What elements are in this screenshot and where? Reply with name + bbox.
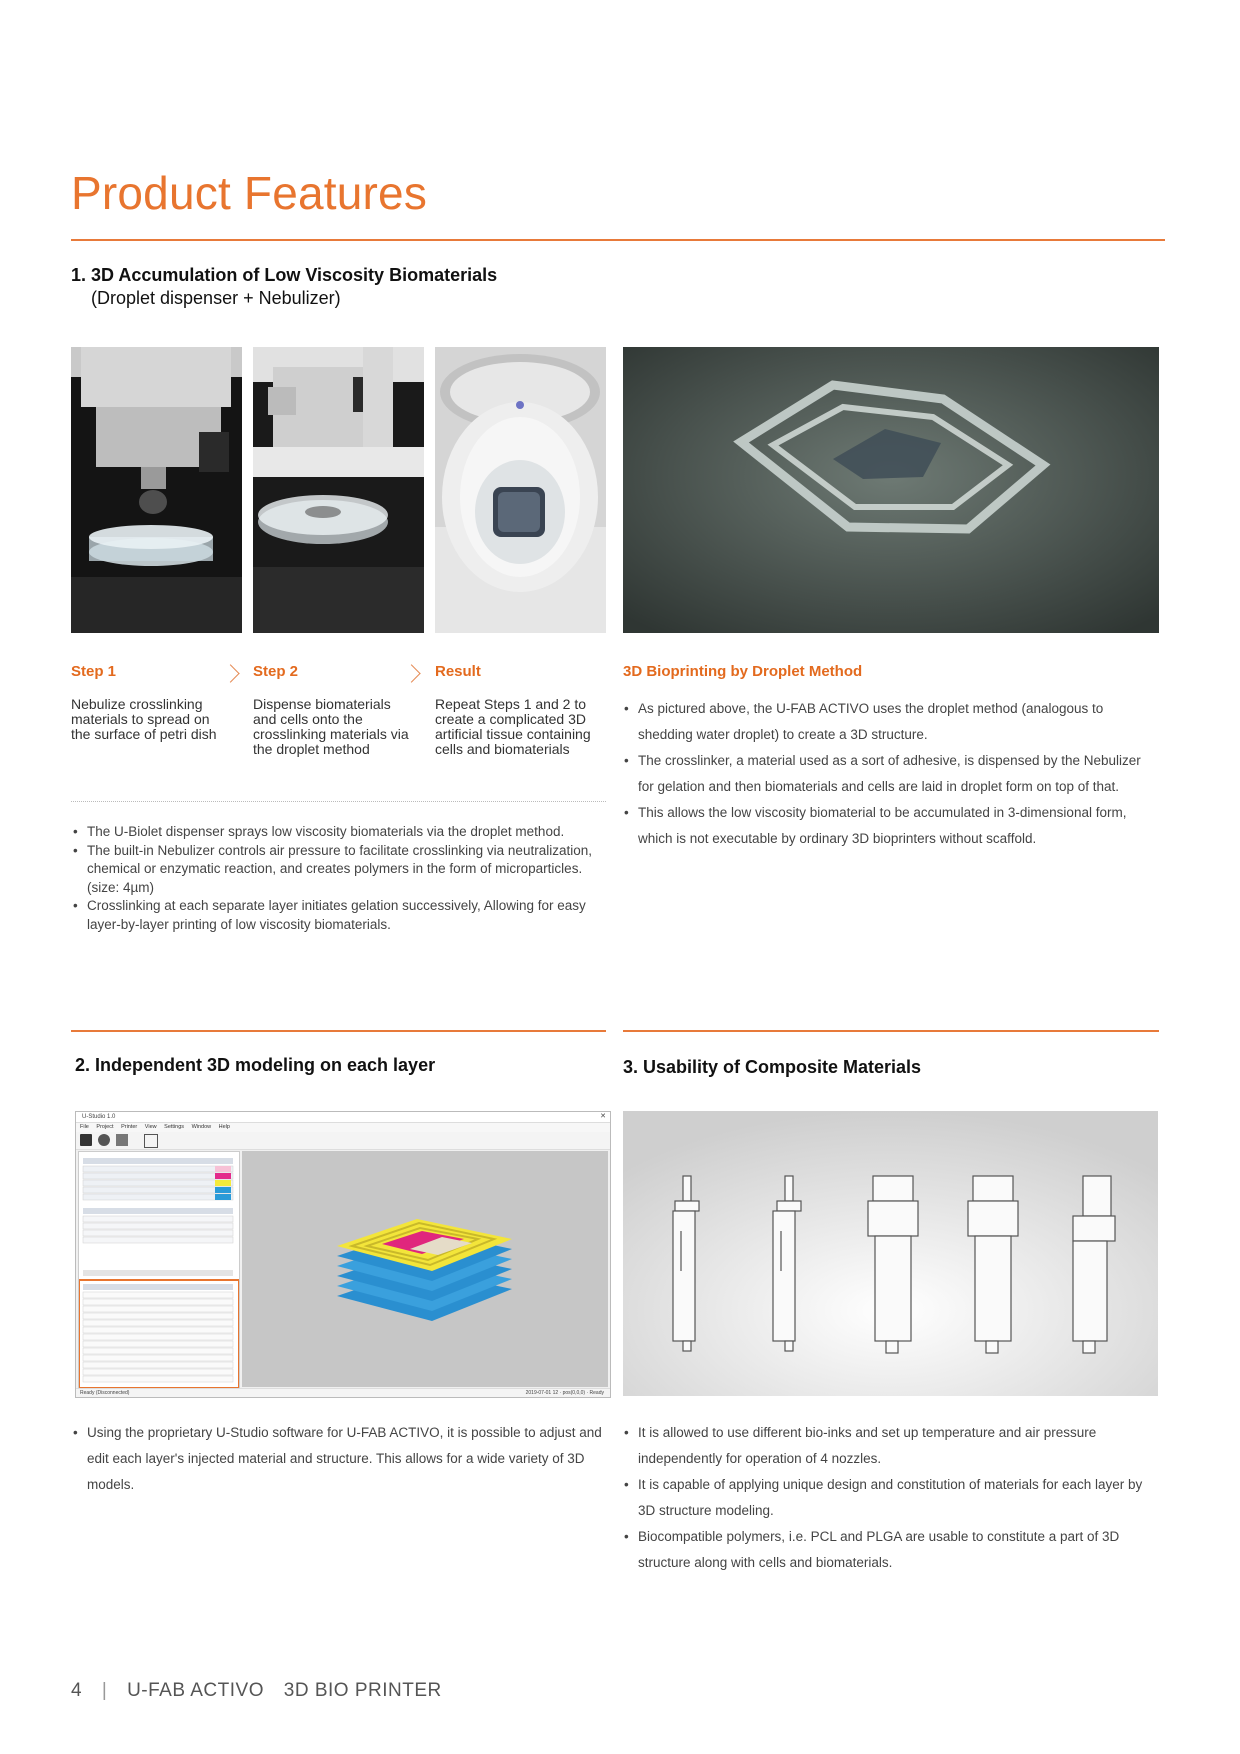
print-icon[interactable] [116, 1134, 128, 1146]
close-icon[interactable]: ✕ [600, 1113, 606, 1120]
step2-text: Dispense biomaterials and cells onto the crosslinking materials via the droplet method [253, 696, 409, 757]
home-icon[interactable] [144, 1134, 158, 1148]
title-divider [71, 239, 1165, 241]
section1-bullet-list [73, 823, 603, 934]
droplet-bullet-list [624, 696, 1159, 852]
section2-bullet-list [73, 1420, 608, 1498]
settings-panel [78, 1151, 240, 1389]
droplet-heading: 3D Bioprinting by Droplet Method [623, 663, 863, 680]
status-bar [76, 1388, 610, 1397]
page-number: 4 [71, 1680, 83, 1701]
list-item: • This allows the low viscosity biomaterial to be accumulated in 3-dimensional form, which is not executable by ordinary 3D bioprinters without scaffold. [624, 800, 1159, 852]
footer-separator: | [101, 1680, 108, 1701]
list-item: • The built-in Nebulizer controls air pressure to facilitate crosslinking via neutralization, chemical or enzymatic reaction, and creates polymers in the form of microparticles. (size: 4µm) [73, 842, 603, 898]
menu-item-printer[interactable]: Printer [121, 1124, 138, 1130]
toolbar [76, 1132, 610, 1150]
list-item: • The U-Biolet dispenser sprays low viscosity biomaterials via the droplet method. [73, 823, 603, 842]
section2-heading: 2. Independent 3D modeling on each layer [75, 1055, 436, 1075]
chevron-right-icon [221, 664, 239, 682]
page-footer [71, 1680, 442, 1702]
step1-title: Step 1 [71, 663, 117, 680]
section3-bullet-list [624, 1420, 1159, 1576]
menu-item-settings[interactable]: Settings [164, 1124, 185, 1130]
list-item: • It is allowed to use different bio-inks and set up temperature and air pressure independently for operation of 4 nozzles. [624, 1420, 1159, 1472]
menu-item-project[interactable]: Project [96, 1124, 114, 1130]
step2-title: Step 2 [253, 663, 299, 680]
layers-icon[interactable] [98, 1134, 110, 1146]
list-item: • It is capable of applying unique design and constitution of materials for each layer by 3D structure modeling. [624, 1472, 1159, 1524]
window-titlebar [76, 1112, 610, 1123]
software-screenshot [75, 1111, 611, 1398]
section1-heading: 1. 3D Accumulation of Low Viscosity Biomaterials [71, 265, 498, 285]
page-title: Product Features [71, 167, 428, 219]
dispenser-photo [253, 347, 424, 633]
nebulizer-photo [71, 347, 242, 633]
status-left: Ready (Disconnected) [80, 1390, 130, 1396]
section3-divider [623, 1030, 1159, 1032]
list-item: • As pictured above, the U-FAB ACTIVO uses the droplet method (analogous to shedding water droplet) to create a 3D structure. [624, 696, 1159, 748]
list-item: • Crosslinking at each separate layer initiates gelation successively, Allowing for easy layer-by-layer printing of low viscosity biomaterials. [73, 897, 603, 934]
status-right: 2019-07-01 12 · pos(0,0,0) · Ready [525, 1390, 604, 1396]
section1-subheading: (Droplet dispenser + Nebulizer) [91, 288, 341, 308]
hexagon-structure-photo [623, 347, 1159, 633]
menu-item-view[interactable]: View [144, 1124, 157, 1130]
nozzles-photo [623, 1111, 1158, 1396]
menu-item-help[interactable]: Help [218, 1124, 230, 1130]
3d-viewport[interactable] [242, 1151, 608, 1387]
list-item: • The crosslinker, a material used as a sort of adhesive, is dispensed by the Nebulizer for gelation and then biomaterials and cells are laid in droplet form on top of that. [624, 748, 1159, 800]
dotted-divider [71, 801, 606, 802]
result-photo [435, 347, 606, 633]
menu-item-file[interactable]: File [80, 1124, 89, 1130]
section3-heading: 3. Usability of Composite Materials [623, 1057, 922, 1077]
menu-bar [76, 1123, 610, 1132]
result-title: Result [435, 663, 481, 680]
menu-item-window[interactable]: Window [191, 1124, 212, 1130]
step1-text: Nebulize crosslinking materials to spread on the surface of petri dish [71, 696, 217, 742]
footer-product: U-FAB ACTIVO [127, 1680, 264, 1701]
result-text: Repeat Steps 1 and 2 to create a complicated 3D artificial tissue containing cells and biomaterials [435, 696, 591, 757]
section2-divider [71, 1030, 606, 1032]
chevron-right-icon [402, 664, 420, 682]
save-icon[interactable] [80, 1134, 92, 1146]
footer-category: 3D BIO PRINTER [283, 1680, 442, 1701]
list-item: • Using the proprietary U-Studio software for U-FAB ACTIVO, it is possible to adjust and edit each layer's injected material and structure. This allows for a wide variety of 3D models. [73, 1420, 608, 1498]
list-item: • Biocompatible polymers, i.e. PCL and PLGA are usable to constitute a part of 3D structure along with cells and biomaterials. [624, 1524, 1159, 1576]
window-title: U-Studio 1.0 [82, 1114, 116, 1120]
